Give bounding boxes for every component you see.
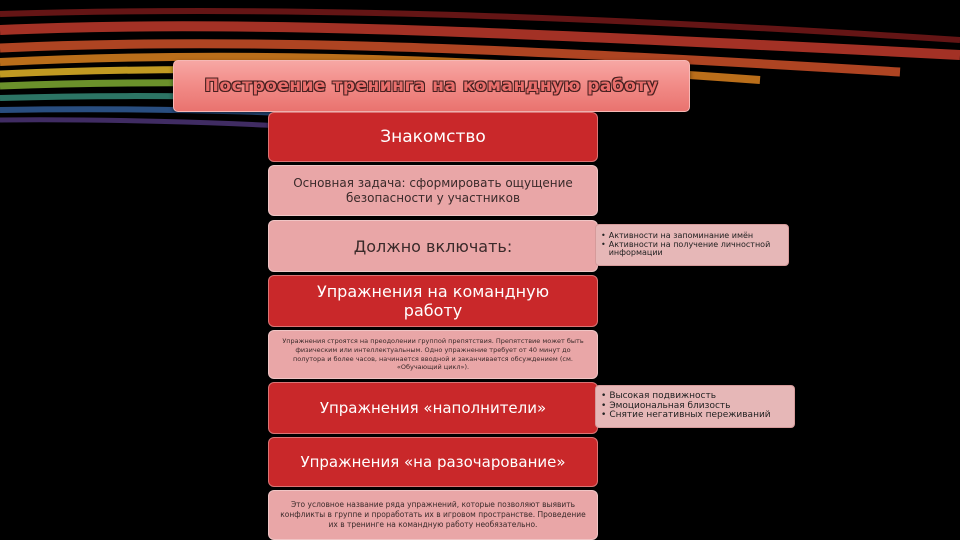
box-disappointment-exercises-label: Упражнения «на разочарование» [300, 453, 566, 471]
box-acquaintance-label: Знакомство [380, 127, 486, 147]
bullet-icon: • [601, 390, 607, 401]
side-list-item [601, 241, 783, 259]
box-teamwork-description [268, 330, 598, 379]
slide-title: Построение тренинга на командную работу [204, 76, 659, 96]
box-disappointment-exercises [268, 437, 598, 487]
bullet-icon: • [601, 410, 607, 421]
bullet-icon: • [601, 230, 606, 240]
side-list-item-text: Снятие негативных переживаний [609, 410, 771, 421]
box-disappointment-description-label: Это условное название ряда упражнений, которые позволяют выявить конфликты в группе и проработать их в игровом пространстве. Проведение их в тренинге на командную работу необязательно. [280, 499, 586, 530]
bullet-icon: • [601, 239, 606, 249]
bullet-icon: • [601, 400, 607, 411]
side-list-fillers [595, 385, 795, 428]
box-disappointment-description [268, 490, 598, 540]
box-teamwork-exercises [268, 275, 598, 327]
box-filler-exercises [268, 382, 598, 434]
box-teamwork-exercises-label: Упражнения на командную работу [316, 281, 550, 320]
box-filler-exercises-label: Упражнения «наполнители» [319, 399, 547, 417]
box-must-include-label: Должно включать: [353, 236, 513, 256]
side-list-acquaintance [595, 224, 789, 266]
box-main-task [268, 165, 598, 216]
side-list-item-text: Высокая подвижность [609, 390, 717, 401]
side-list-item [601, 411, 789, 421]
box-acquaintance [268, 112, 598, 162]
side-list-item-text: Активности на получение личностной информации [608, 239, 771, 258]
box-must-include [268, 220, 598, 272]
box-teamwork-description-label: Упражнения строятся на преодолении группой препятствия. Препятствие может быть физическим или интеллектуальным. Одно упражнение требует от 40 минут до полутора и более часов, начинается вводной и заканчивается обсуждением (см. «Обучающий цикл»). [282, 336, 584, 372]
slide-title-banner [173, 60, 690, 112]
box-main-task-label: Основная задача: сформировать ощущение безопасности у участников [293, 176, 573, 205]
side-list-item-text: Эмоциональная близость [609, 400, 731, 411]
side-list-item-text: Активности на запоминание имён [608, 230, 754, 240]
